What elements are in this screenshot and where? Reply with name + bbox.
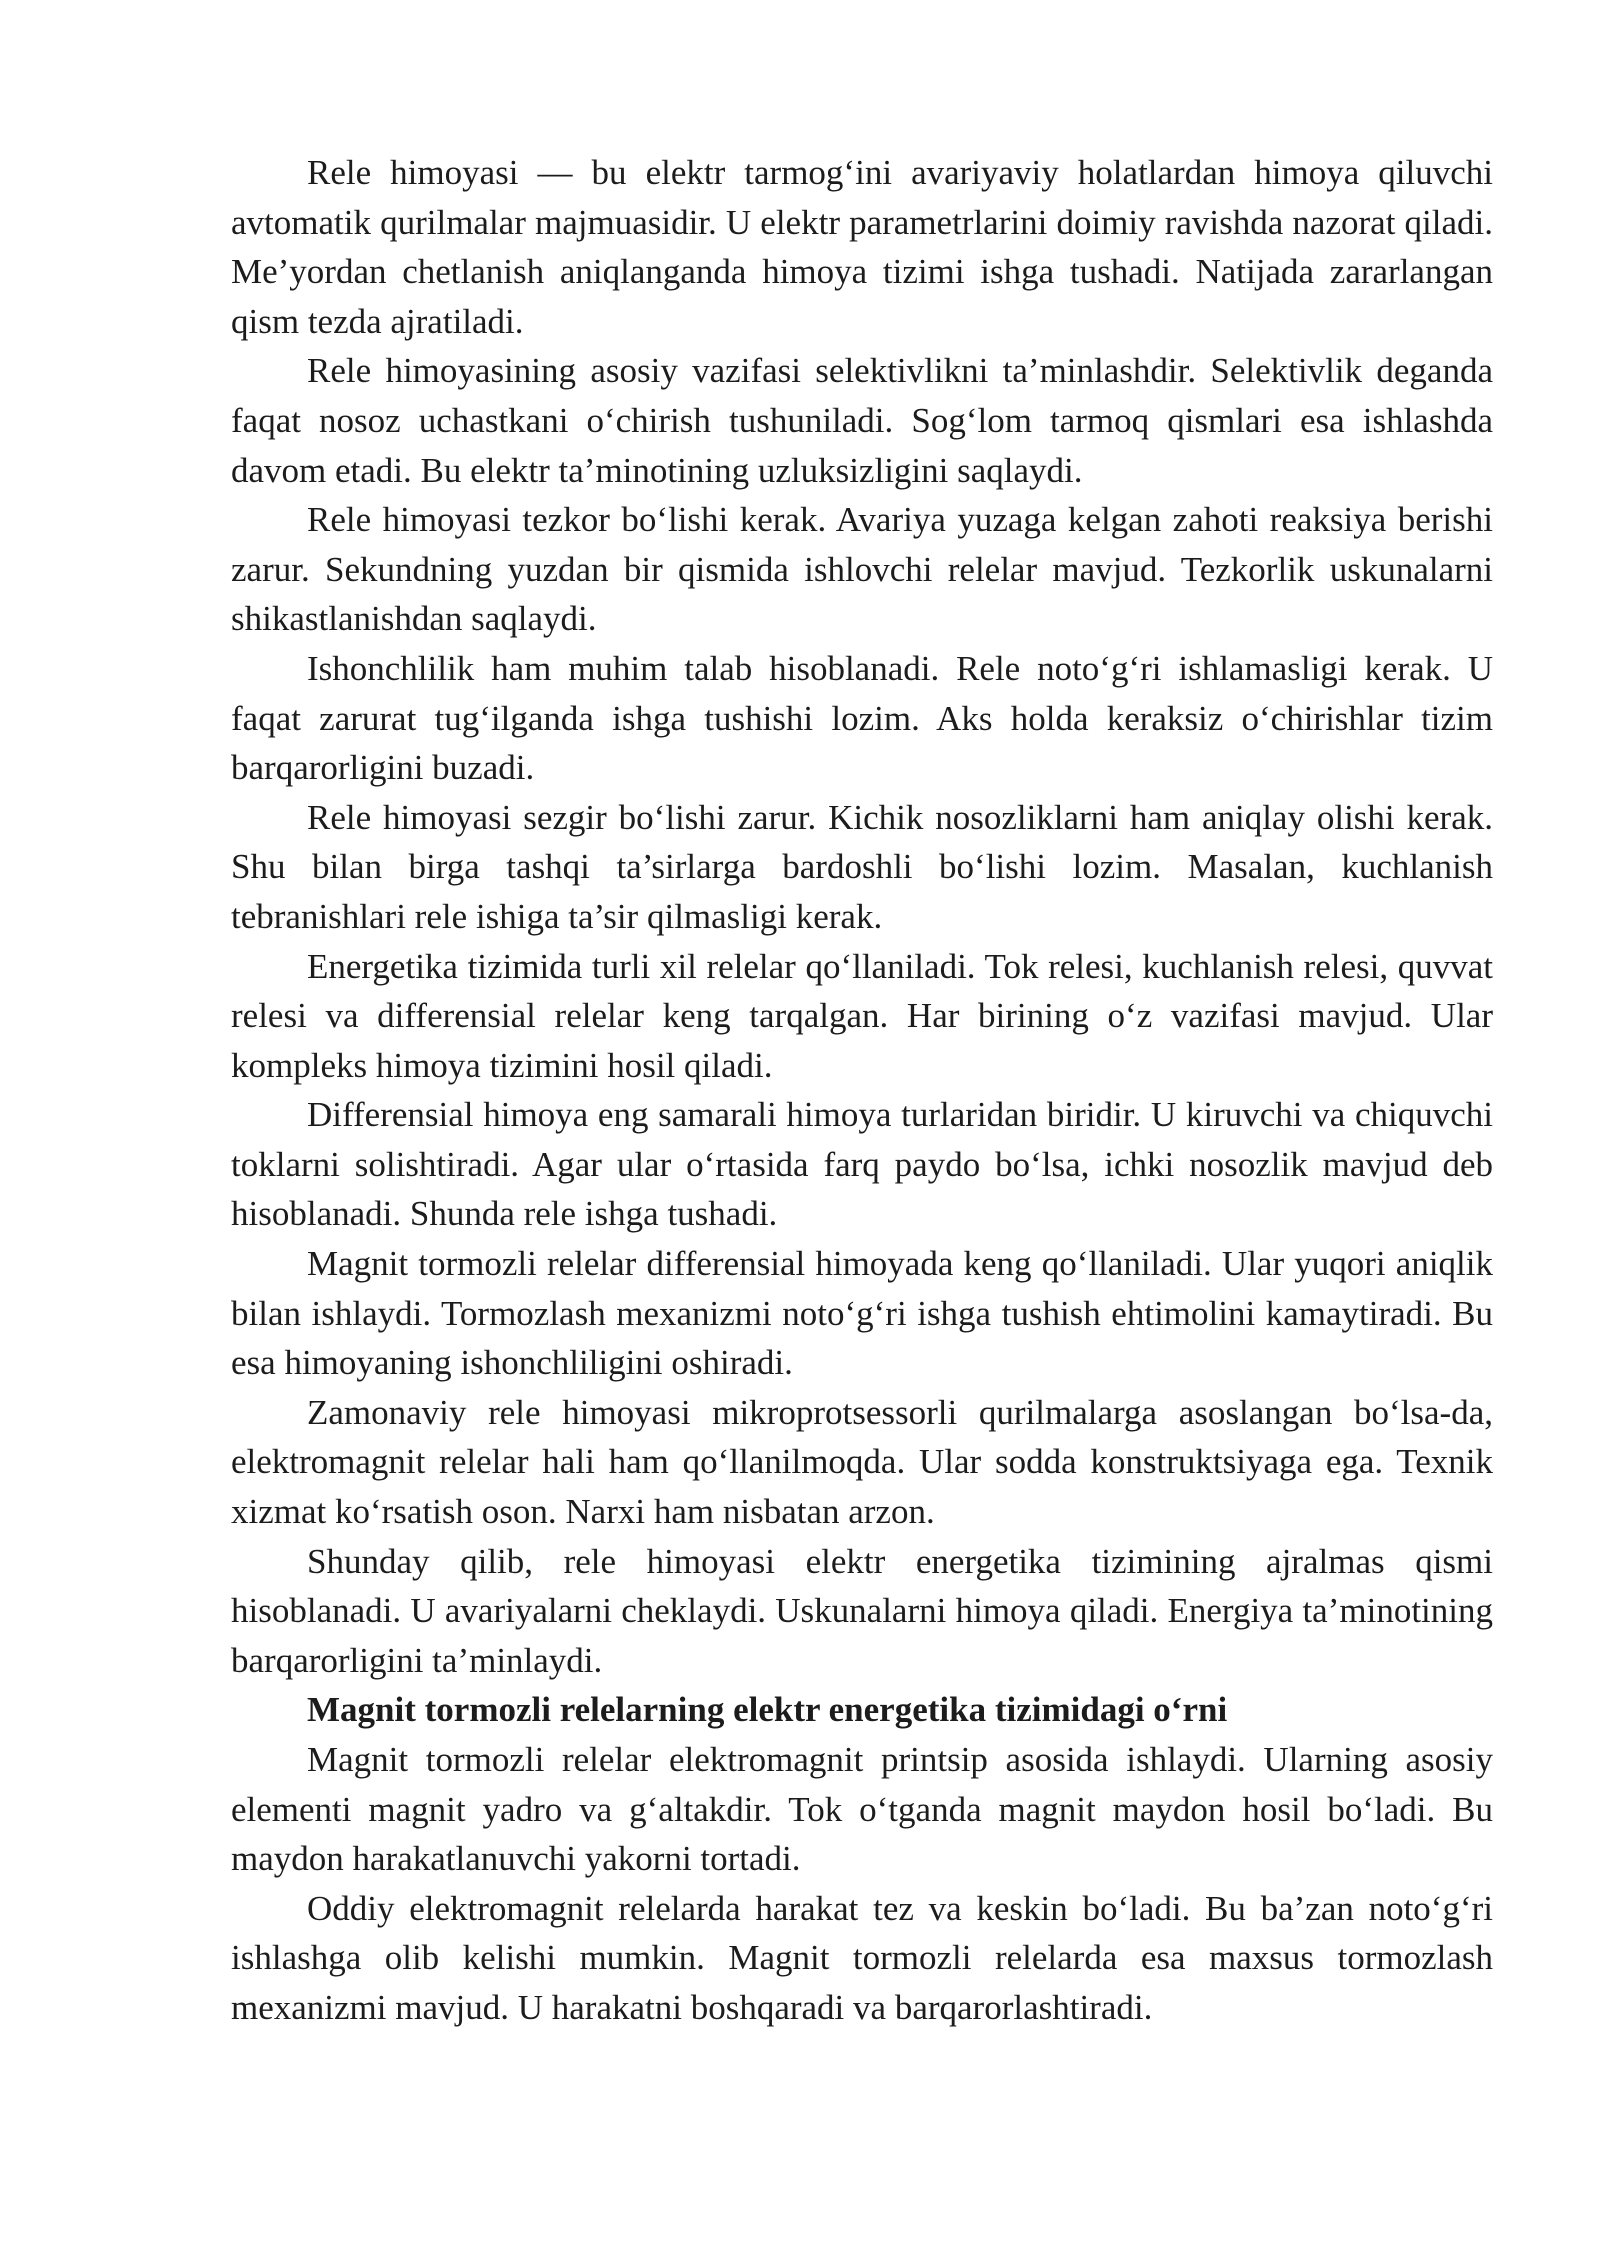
- paragraph: Rele himoyasining asosiy vazifasi selektivlikni ta’minlashdir. Selektivlik deganda faqat nosoz uchastkani o‘chirish tushuniladi. Sog‘lom tarmoq qismlari esa ishlashda davom etadi. Bu elektr ta’minotining uzluksizligini saqlaydi.: [231, 351, 1493, 490]
- paragraph: Magnit tormozli relelar differensial himoyada keng qo‘llaniladi. Ular yuqori aniqlik bilan ishlaydi. Tormozlash mexanizmi noto‘g‘ri ishga tushish ehtimolini kamaytiradi. Bu esa himoyaning ishonchliligini oshiradi.: [231, 1244, 1493, 1383]
- paragraph: Oddiy elektromagnit relelarda harakat tez va keskin bo‘ladi. Bu ba’zan noto‘g‘ri ishlashga olib kelishi mumkin. Magnit tormozli relelarda esa maxsus tormozlash mexanizmi mavjud. U harakatni boshqaradi va barqarorlashtiradi.: [231, 1888, 1493, 2027]
- paragraph: Rele himoyasi — bu elektr tarmog‘ini avariyaviy holatlardan himoya qiluvchi avtomatik qurilmalar majmuasidir. U elektr parametrlarini doimiy ravishda nazorat qiladi. Me’yordan chetlanish aniqlanganda himoya tizimi ishga tushadi. Natijada zararlangan qism tezda ajratiladi.: [231, 153, 1493, 341]
- paragraph: Rele himoyasi tezkor bo‘lishi kerak. Avariya yuzaga kelgan zahoti reaksiya berishi zarur. Sekundning yuzdan bir qismida ishlovchi relelar mavjud. Tezkorlik uskunalarni shikastlanishdan saqlaydi.: [231, 500, 1493, 639]
- paragraph: Energetika tizimida turli xil relelar qo‘llaniladi. Tok relesi, kuchlanish relesi, quvvat relesi va differensial relelar keng tarqalgan. Har birining o‘z vazifasi mavjud. Ular kompleks himoya tizimini hosil qiladi.: [231, 946, 1493, 1085]
- paragraph: Differensial himoya eng samarali himoya turlaridan biridir. U kiruvchi va chiquvchi toklarni solishtiradi. Agar ular o‘rtasida farq paydo bo‘lsa, ichki nosozlik mavjud deb hisoblanadi. Shunda rele ishga tushadi.: [231, 1095, 1493, 1234]
- paragraph: Rele himoyasi sezgir bo‘lishi zarur. Kichik nosozliklarni ham aniqlay olishi kerak. Shu bilan birga tashqi ta’sirlarga bardoshli bo‘lishi lozim. Masalan, kuchlanish tebranishlari rele ishiga ta’sir qilmasligi kerak.: [231, 797, 1493, 936]
- paragraph: Zamonaviy rele himoyasi mikroprotsessorli qurilmalarga asoslangan bo‘lsa-da, elektromagnit relelar hali ham qo‘llanilmoqda. Ular sodda konstruktsiyaga ega. Texnik xizmat ko‘rsatish oson. Narxi ham nisbatan arzon.: [231, 1392, 1493, 1532]
- paragraph: Ishonchlilik ham muhim talab hisoblanadi. Rele noto‘g‘ri ishlamasligi kerak. U faqat zarurat tug‘ilganda ishga tushishi lozim. Aks holda keraksiz o‘chirishlar tizim barqarorligini buzadi.: [231, 648, 1493, 788]
- paragraph: Magnit tormozli relelar elektromagnit printsip asosida ishlaydi. Ularning asosiy elementi magnit yadro va g‘altakdir. Tok o‘tganda magnit maydon hosil bo‘ladi. Bu maydon harakatlanuvchi yakorni tortadi.: [231, 1740, 1493, 1879]
- paragraph: Shunday qilib, rele himoyasi elektr energetika tizimining ajralmas qismi hisoblanadi. U avariyalarni cheklaydi. Uskunalarni himoya qiladi. Energiya ta’minotining barqarorligini ta’minlaydi.: [231, 1541, 1493, 1680]
- document-page: [231, 148, 1493, 2033]
- section-heading: Magnit tormozli relelarning elektr energetika tizimidagi o‘rni: [307, 1690, 1228, 1730]
